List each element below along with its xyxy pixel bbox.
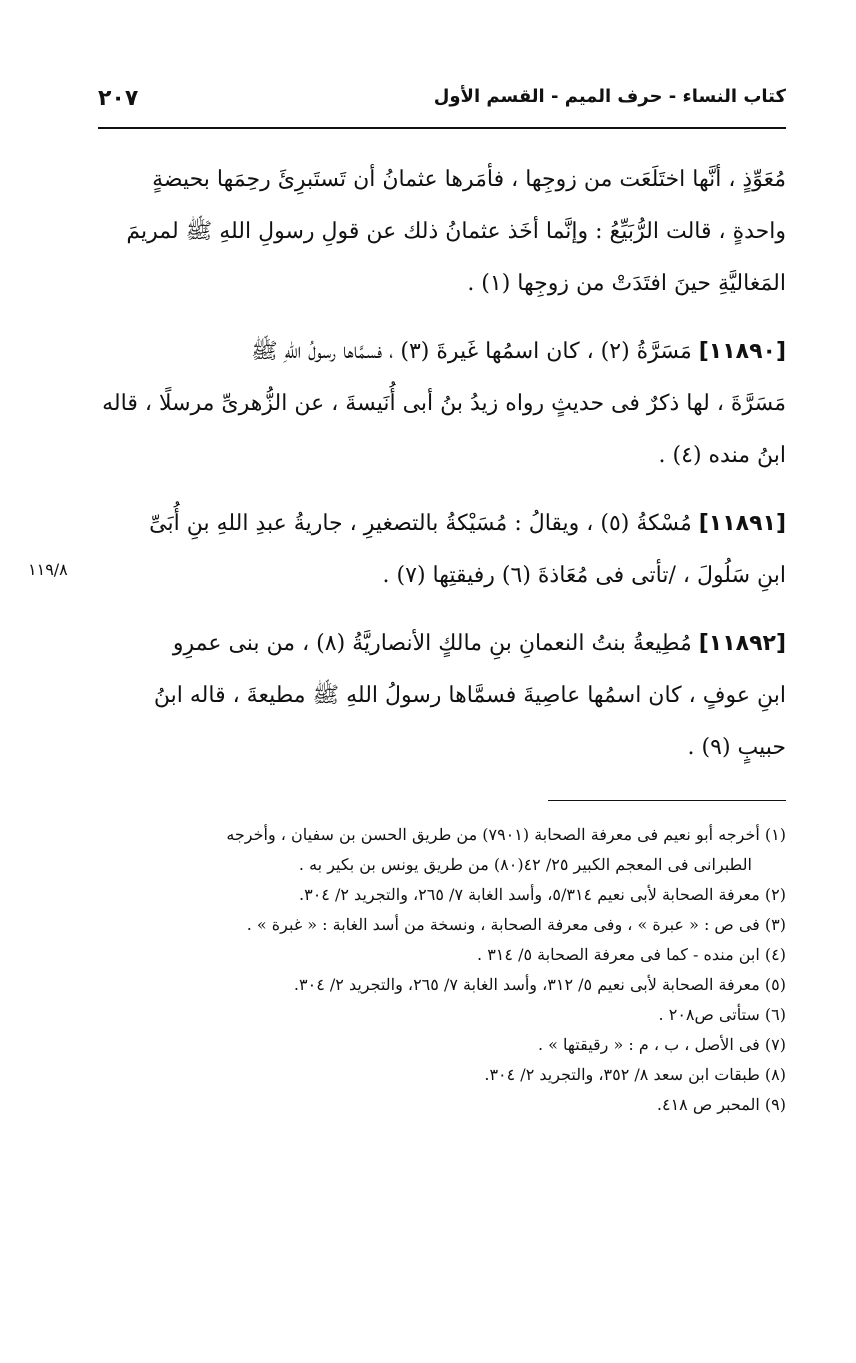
footnotes xyxy=(98,820,786,1120)
main-text xyxy=(98,154,786,790)
entry-text: مُطِيعةُ بنتُ النعمانِ بنِ مالكٍ الأنصاريَّةُ (٨) ، من بنى عمرِو xyxy=(172,631,692,656)
footnote: (١) أخرجه أبو نعيم فى معرفة الصحابة (٧٩٠١) من طريق الحسن بن سفيان ، وأخرجه xyxy=(226,825,786,844)
footnote: (٢) معرفة الصحابة لأبى نعيم ٥/٣١٤، وأسد الغابة ٧/ ٢٦٥، والتجريد ٢/ ٣٠٤. xyxy=(299,885,786,904)
entry-text: مَسَرَّةُ (٢) ، كان اسمُها غَيرةَ (٣) ، فسمَّاها رسولُ اللهِ ﷺ xyxy=(251,339,692,364)
page-header xyxy=(98,84,786,124)
text-line: ابنُ منده (٤) . xyxy=(658,443,786,468)
footnote: (٦) ستأتى ص٢٠٨ . xyxy=(658,1005,786,1024)
footnote-rule xyxy=(548,800,786,801)
entry-11891 xyxy=(98,498,786,602)
entry-number: [١١٨٩٠] xyxy=(698,339,786,364)
entry-first-line xyxy=(98,618,786,670)
footnote: (٣) فى ص : « عبرة » ، وفى معرفة الصحابة ، ونسخة من أسد الغابة : « غبرة » . xyxy=(246,915,786,934)
text-line: ابنِ عوفٍ ، كان اسمُها عاصِيةَ فسمَّاها رسولُ اللهِ ﷺ مطيعةَ ، قاله ابنُ xyxy=(153,683,786,708)
text-line: مَسَرَّةَ ، لها ذكرٌ فى حديثٍ رواه زيدُ بنُ أبى أُنَيسةَ ، عن الزُّهرىِّ مرسلًا ، قاله xyxy=(102,391,786,416)
text-line: حبيبٍ (٩) . xyxy=(687,735,786,760)
running-title: كتاب النساء - حرف الميم - القسم الأول xyxy=(433,86,786,107)
entry-number: [١١٨٩١] xyxy=(698,511,786,536)
page-number: ٢٠٧ xyxy=(98,86,139,111)
entry-number: [١١٨٩٢] xyxy=(698,631,786,656)
paragraph-intro xyxy=(98,154,786,310)
footnote: (٩) المحبر ص ٤١٨. xyxy=(656,1095,786,1114)
text-line: المَغاليَّةِ حينَ افتَدَتْ من زوجِها (١) . xyxy=(467,271,786,296)
entry-first-line xyxy=(98,326,786,378)
text-line: واحدةٍ ، قالت الرُّبَيِّعُ : وإنَّما أخَذ عثمانُ ذلك عن قولِ رسولِ اللهِ ﷺ لمريمَ xyxy=(126,219,786,244)
footnote: (٤) ابن منده - كما فى معرفة الصحابة ٥/ ٣١٤ . xyxy=(477,945,786,964)
header-rule xyxy=(98,127,786,129)
entry-11892 xyxy=(98,618,786,774)
text-line: مُعَوِّذٍ ، أنَّها اختَلَعَت من زوجِها ، فأمَرها عثمانُ أن تَستَبرِئَ رحِمَها بحيضةٍ xyxy=(152,167,786,192)
entry-text: مُسْكةُ (٥) ، ويقالُ : مُسَيْكةُ بالتصغيرِ ، جاريةُ عبدِ اللهِ بنِ أُبَىِّ xyxy=(149,511,692,536)
entry-first-line xyxy=(98,498,786,550)
margin-reference: ١١٩/٨ xyxy=(28,560,68,579)
text-line: ابنِ سَلُولَ ، /تأتى فى مُعَاذةَ (٦) رفيقتِها (٧) . xyxy=(382,563,786,588)
footnote: (٥) معرفة الصحابة لأبى نعيم ٥/ ٣١٢، وأسد الغابة ٧/ ٢٦٥، والتجريد ٢/ ٣٠٤. xyxy=(293,975,786,994)
footnote: (٨) طبقات ابن سعد ٨/ ٣٥٢، والتجريد ٢/ ٣٠٤. xyxy=(484,1065,786,1084)
entry-11890 xyxy=(98,326,786,482)
footnote-continuation: الطبرانى فى المعجم الكبير ٢٥/ ٤٢(٨٠) من طريق يونس بن بكير به . xyxy=(298,855,752,874)
footnote: (٧) فى الأصل ، ب ، م : « رقيقتها » . xyxy=(537,1035,786,1054)
